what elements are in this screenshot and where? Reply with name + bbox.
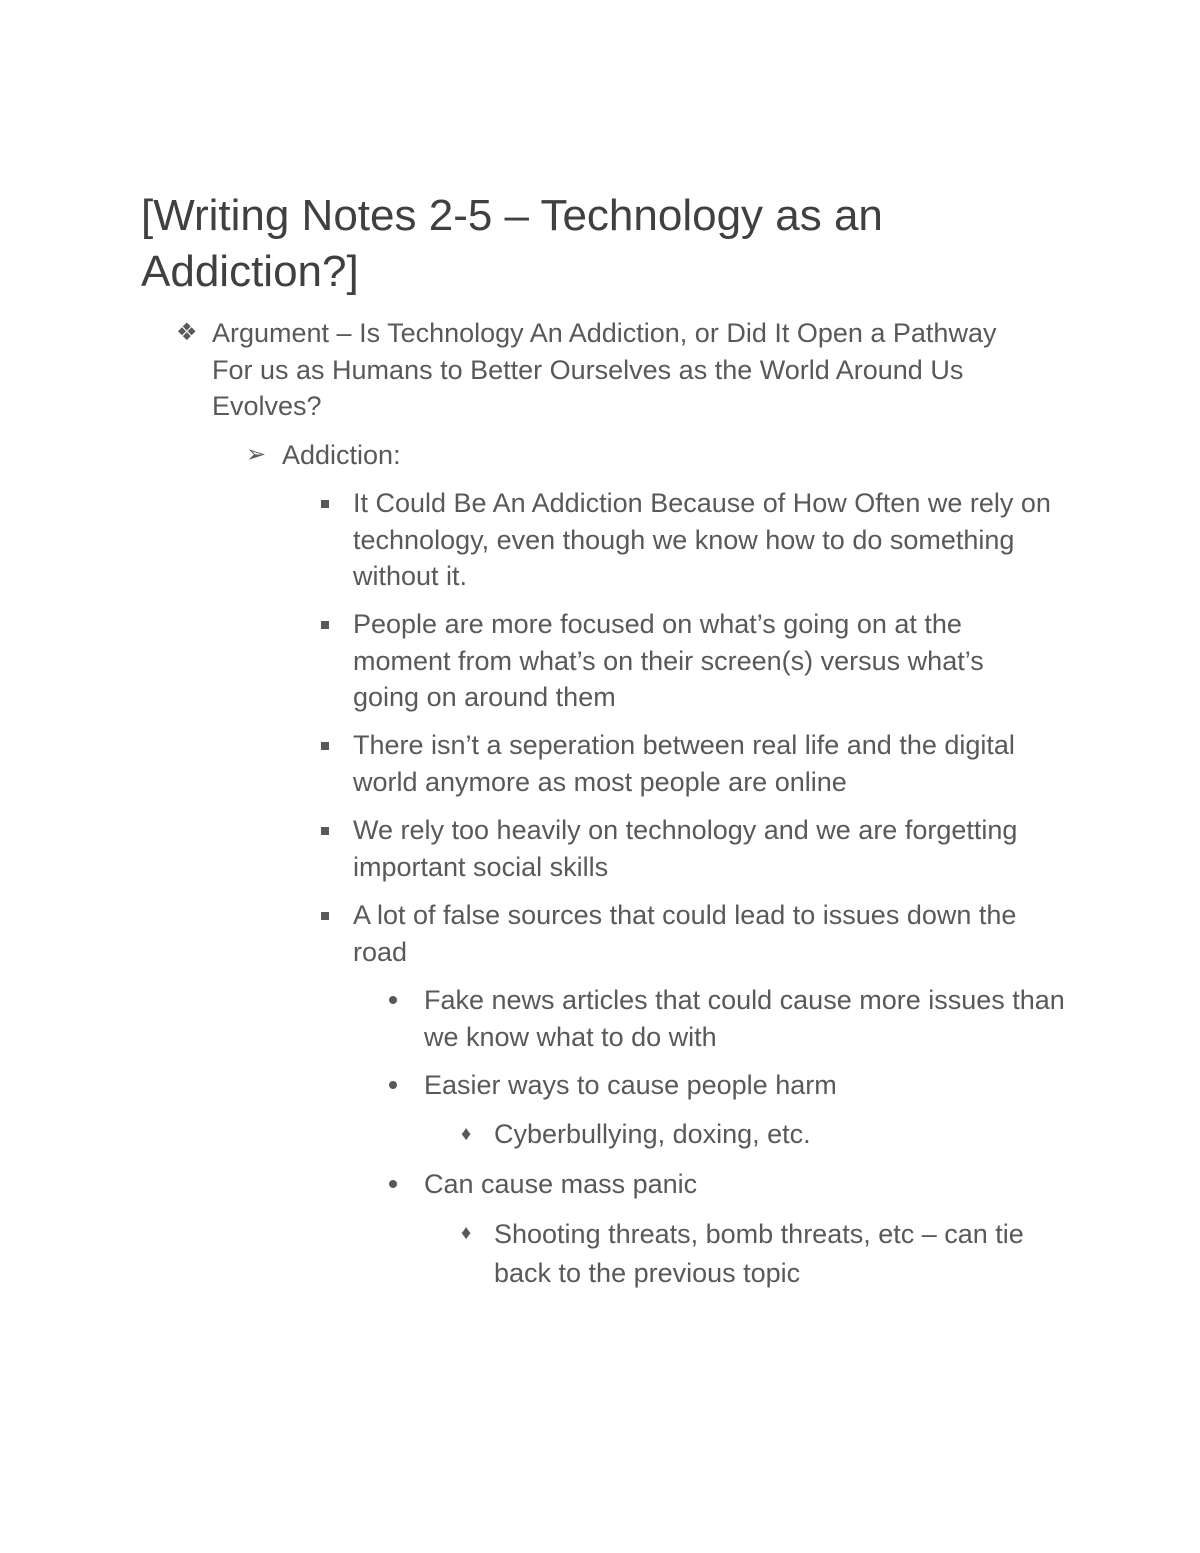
subpoint-item-3	[424, 1166, 1074, 1203]
four-diamond-bullet-icon: ❖	[176, 319, 198, 346]
point-item-2	[353, 606, 1053, 716]
square-bullet-icon	[321, 827, 329, 835]
point-text: We rely too heavily on technology and we are forgetting important social skills	[353, 815, 1018, 882]
arrowhead-bullet-icon: ➢	[246, 441, 267, 468]
detail-text: Cyberbullying, doxing, etc.	[494, 1119, 811, 1149]
subpoint-text: Can cause mass panic	[424, 1169, 698, 1199]
point-text: A lot of false sources that could lead to issues down the road	[353, 900, 1017, 967]
point-text: People are more focused on what’s going on at the moment from what’s on their screen(s) versus what’s going on around them	[353, 609, 984, 712]
addiction-heading-item	[246, 437, 1042, 474]
subpoint-text: Easier ways to cause people harm	[424, 1070, 837, 1100]
dot-bullet-icon	[389, 1180, 397, 1188]
square-bullet-icon	[321, 500, 329, 508]
dot-bullet-icon	[389, 996, 397, 1004]
square-bullet-icon	[321, 742, 329, 750]
point-item-5	[353, 897, 1053, 970]
point-text: It Could Be An Addiction Because of How Often we rely on technology, even though we know how to do something without it.	[353, 488, 1051, 591]
diamond-bullet-icon: ♦	[461, 1123, 472, 1145]
square-bullet-icon	[321, 912, 329, 920]
dot-bullet-icon	[389, 1081, 397, 1089]
point-item-3	[353, 727, 1053, 800]
addiction-heading-text: Addiction:	[282, 440, 401, 470]
argument-text: Argument – Is Technology An Addiction, or Did It Open a Pathway For us as Humans to Better Ourselves as the World Around Us Evolves?	[212, 318, 997, 421]
argument-item	[176, 315, 1032, 425]
detail-item-harm	[461, 1116, 1064, 1153]
point-item-4	[353, 812, 1053, 885]
subpoint-item-2	[424, 1067, 1074, 1104]
point-text: There isn’t a seperation between real life and the digital world anymore as most people are online	[353, 730, 1015, 797]
detail-text: Shooting threats, bomb threats, etc – can tie back to the previous topic	[494, 1219, 1024, 1288]
subpoint-text: Fake news articles that could cause more issues than we know what to do with	[424, 985, 1065, 1052]
subpoint-item-1	[424, 982, 1074, 1055]
page-title: [Writing Notes 2-5 – Technology as an Addiction?]	[141, 191, 883, 296]
detail-item-panic	[461, 1215, 1064, 1293]
square-bullet-icon	[321, 621, 329, 629]
point-item-1	[353, 485, 1053, 595]
diamond-bullet-icon: ♦	[461, 1222, 472, 1244]
